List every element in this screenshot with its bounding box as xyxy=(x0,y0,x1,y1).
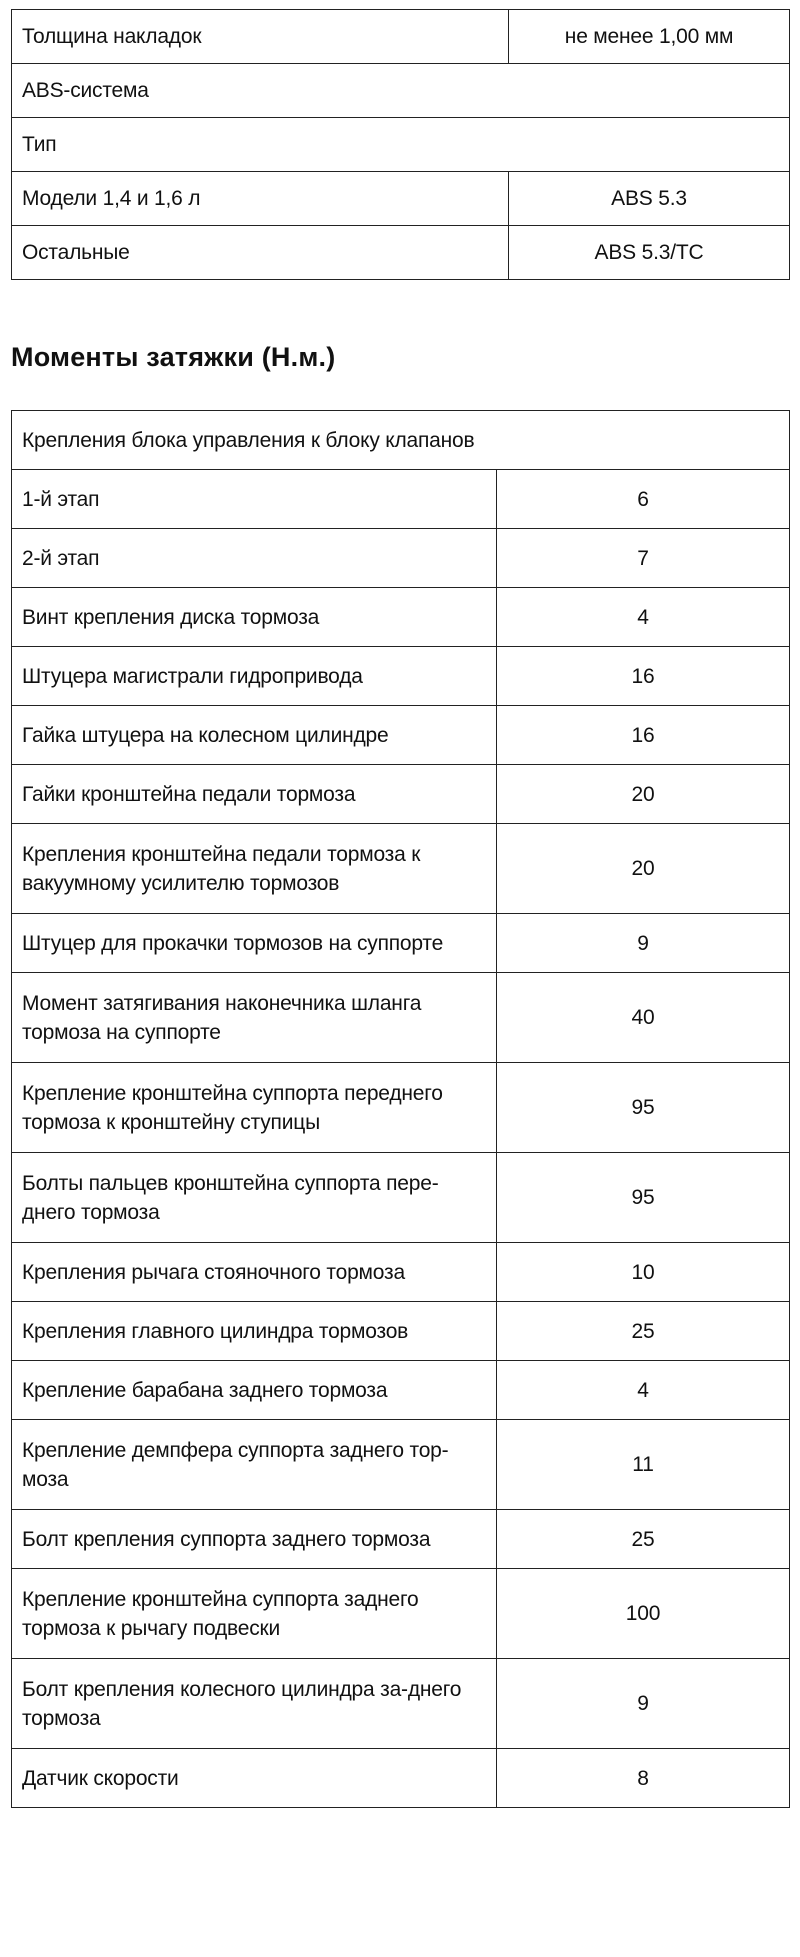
torque-value: 9 xyxy=(497,914,790,973)
torque-label: Крепление барабана заднего тормоза xyxy=(12,1361,497,1420)
torque-row xyxy=(12,824,790,914)
torque-label: Момент затягивания наконечника шланга тормоза на суппорте xyxy=(12,973,497,1063)
torque-label: 2-й этап xyxy=(12,529,497,588)
torque-value: 95 xyxy=(497,1153,790,1243)
torque-value: 8 xyxy=(497,1749,790,1808)
torque-row xyxy=(12,1659,790,1749)
torque-row xyxy=(12,588,790,647)
spec-label: Толщина накладок xyxy=(12,10,509,64)
torque-row xyxy=(12,529,790,588)
torque-label: Штуцер для прокачки тормозов на суппорте xyxy=(12,914,497,973)
torque-value: 9 xyxy=(497,1659,790,1749)
section-title: Моменты затяжки (Н.м.) xyxy=(11,342,336,372)
torque-value: 95 xyxy=(497,1063,790,1153)
torque-label: Крепление кронштейна суппорта переднего тормоза к кронштейну ступицы xyxy=(12,1063,497,1153)
brake-spec-table xyxy=(11,9,790,280)
torque-label: Болт крепления колесного цилиндра за-днего тормоза xyxy=(12,1659,497,1749)
torque-label: Крепление кронштейна суппорта заднего тормоза к рычагу подвески xyxy=(12,1569,497,1659)
spec-label: Модели 1,4 и 1,6 л xyxy=(12,172,509,226)
torque-row xyxy=(12,1063,790,1153)
spec-row-pad-thickness xyxy=(12,10,790,64)
torque-row xyxy=(12,1361,790,1420)
torque-row xyxy=(12,1302,790,1361)
torque-group-header: Крепления блока управления к блоку клапанов xyxy=(12,411,790,470)
torque-label: Крепления главного цилиндра тормозов xyxy=(12,1302,497,1361)
torque-value: 7 xyxy=(497,529,790,588)
torque-table xyxy=(11,410,790,1808)
torque-row xyxy=(12,470,790,529)
torque-row xyxy=(12,973,790,1063)
torque-row xyxy=(12,1569,790,1659)
spec-value: ABS 5.3/TC xyxy=(509,226,790,280)
torque-label: Датчик скорости xyxy=(12,1749,497,1808)
torque-label: Гайка штуцера на колесном цилиндре xyxy=(12,706,497,765)
torque-value: 40 xyxy=(497,973,790,1063)
spec-section-label: Тип xyxy=(12,118,790,172)
torque-value: 6 xyxy=(497,470,790,529)
torque-label: Гайки кронштейна педали тормоза xyxy=(12,765,497,824)
torque-row xyxy=(12,706,790,765)
spec-row-type xyxy=(12,118,790,172)
torque-row xyxy=(12,914,790,973)
spec-value: не менее 1,00 мм xyxy=(509,10,790,64)
torque-value: 20 xyxy=(497,765,790,824)
torque-row xyxy=(12,1243,790,1302)
torque-value: 10 xyxy=(497,1243,790,1302)
spec-value: ABS 5.3 xyxy=(509,172,790,226)
torque-label: Болт крепления суппорта заднего тормоза xyxy=(12,1510,497,1569)
spec-row-abs-system xyxy=(12,64,790,118)
torque-group-header-row xyxy=(12,411,790,470)
spec-label: Остальные xyxy=(12,226,509,280)
torque-row xyxy=(12,765,790,824)
spec-row-others xyxy=(12,226,790,280)
torque-value: 25 xyxy=(497,1302,790,1361)
torque-row xyxy=(12,1420,790,1510)
torque-row xyxy=(12,647,790,706)
torque-label: Винт крепления диска тормоза xyxy=(12,588,497,647)
torque-value: 100 xyxy=(497,1569,790,1659)
torque-value: 25 xyxy=(497,1510,790,1569)
torque-value: 20 xyxy=(497,824,790,914)
torque-value: 16 xyxy=(497,647,790,706)
torque-label: Болты пальцев кронштейна суппорта пере-днего тормоза xyxy=(12,1153,497,1243)
spec-section-label: ABS-система xyxy=(12,64,790,118)
torque-row xyxy=(12,1153,790,1243)
torque-value: 4 xyxy=(497,1361,790,1420)
spec-row-models-14-16 xyxy=(12,172,790,226)
torque-label: Крепления рычага стояночного тормоза xyxy=(12,1243,497,1302)
torque-row xyxy=(12,1749,790,1808)
torque-label: 1-й этап xyxy=(12,470,497,529)
torque-value: 4 xyxy=(497,588,790,647)
torque-label: Крепления кронштейна педали тормоза к вакуумному усилителю тормозов xyxy=(12,824,497,914)
torque-label: Штуцера магистрали гидропривода xyxy=(12,647,497,706)
torque-label: Крепление демпфера суппорта заднего тор-моза xyxy=(12,1420,497,1510)
torque-row xyxy=(12,1510,790,1569)
torque-value: 16 xyxy=(497,706,790,765)
torque-value: 11 xyxy=(497,1420,790,1510)
